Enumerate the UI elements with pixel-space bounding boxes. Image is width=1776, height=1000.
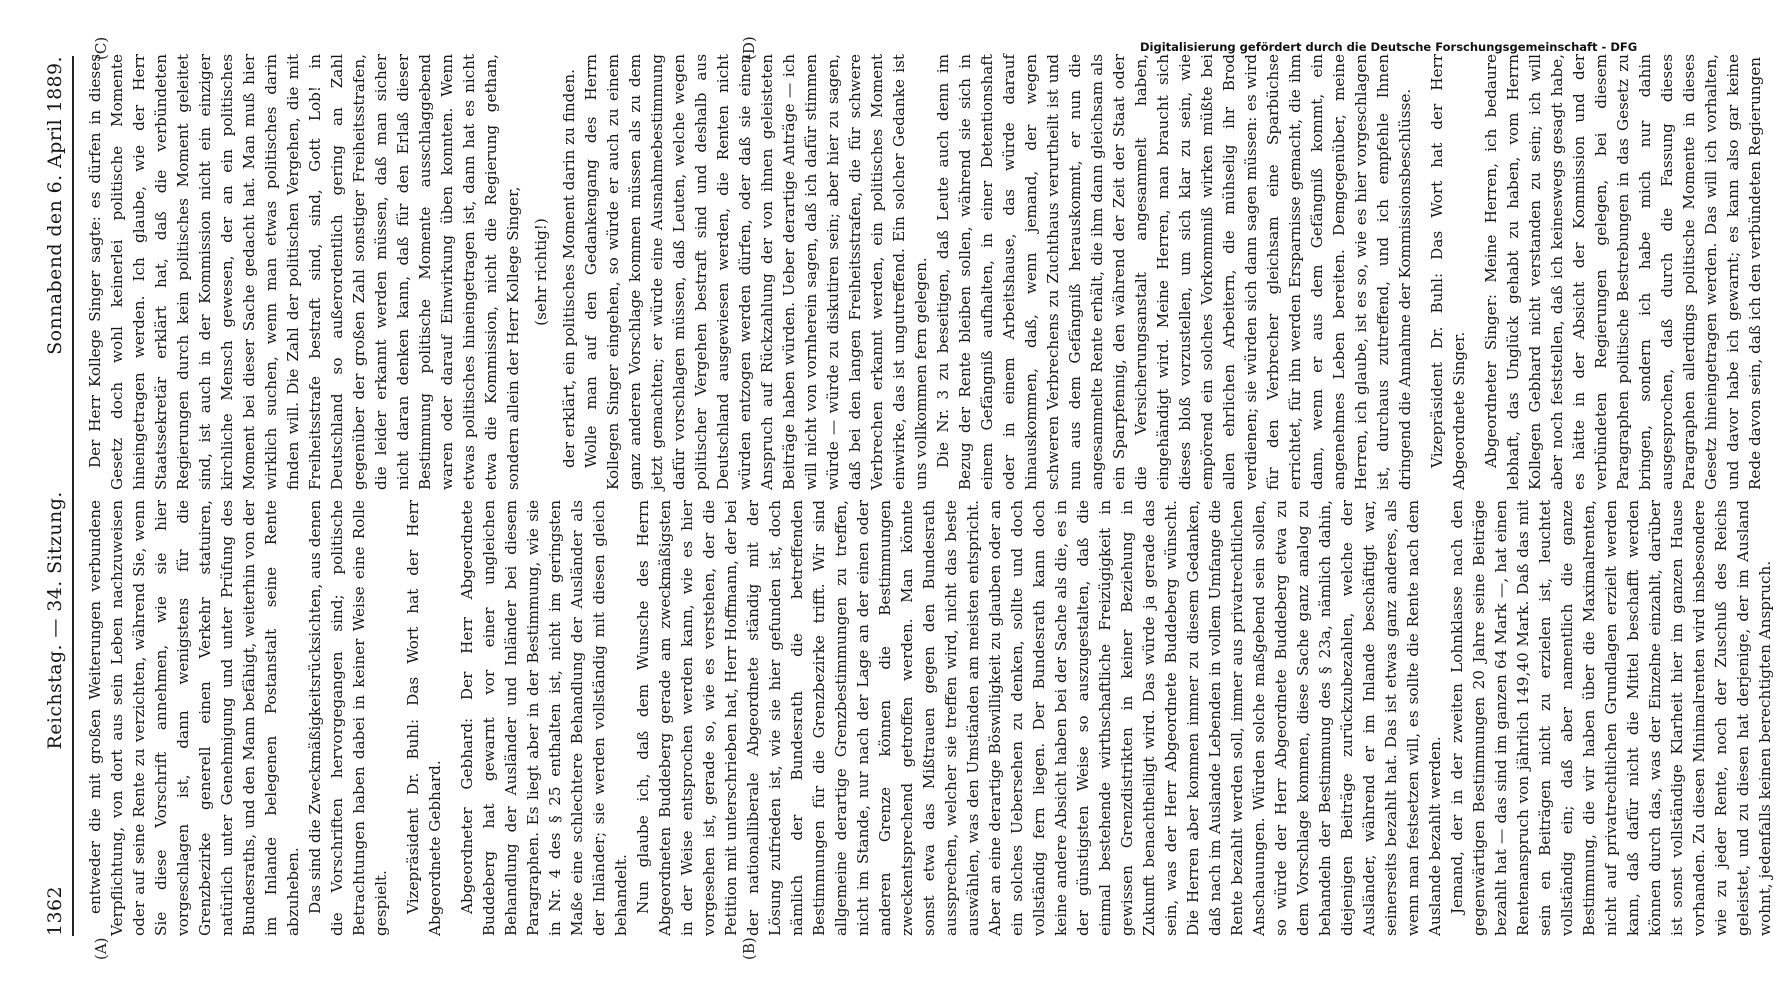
paragraph: der erklärt, ein politisches Moment darin zu finden. (560, 68, 578, 468)
right-column (84, 54, 1764, 490)
header-title: Reichstag. — 34. Sitzung. (44, 491, 66, 750)
header-date: Sonnabend den 6. April 1889. (44, 56, 66, 355)
paragraph: Jemand, der in der zweiten Lohnklasse nach den gegenwärtigen Bestimmungen 20 Jahre seine Beiträge bezahlt hat — das sind im ganzen 64 Mark —, hat einen Rentenanspruch von jährlich 149,40 Mark. Daß das mit sein en Beiträgen nicht zu erzielen ist, leuchtet vollständig ein; daß aber namentlich die ganze Bestimmung, die wir haben über die Maximalrenten, nicht auf privatrechtlichen Grundlagen erzielt werden kann, daß dafür nicht die Mittel beschafft werden können durch das, was der Einzelne einzahlt, darüber ist sonst vollständige Klarheit hier im ganzen Hause vorhanden. Zu diesen Minimalrenten wird insbesondere wie zu jeder Rente, noch der Zuschuß des Reichs geleistet, und zu diesen hat derjenige, der im Ausland wohnt, jedenfalls keinen berechtigten Anspruch. (1448, 500, 1774, 936)
margin-mark-d: (D) (740, 36, 758, 60)
digitization-credit: Digitalisierung gefördert durch die Deutsche Forschungsgemeinschaft - DFG (1140, 40, 1638, 54)
speaker-paragraph: Vizepräsident Dr. Buhl: Das Wort hat der Herr Abgeordnete Gebhard. (404, 500, 444, 936)
page-number: 1362 (44, 886, 66, 936)
speaker-paragraph: Abgeordneter Singer: Meine Herren, ich bedaure lebhaft, das Unglück gehabt zu haben, vom Herrn Kollegen Gebhard nicht verstanden zu sein; ich will aber noch feststellen, daß ich keineswegs gesagt habe, es hätte in der Absicht der Kommission und der verbündeten Regierungen gelegen, bei diesem Paragraphen politische Bestrebungen in das Gesetz zu bringen, sondern ich habe mich nur dahin ausgesprochen, daß durch die Fassung dieses Paragraphen allerdings politische Momente in dieses Gesetz hineingetragen werden. Das will ich vorhalten, und davor habe ich gewarnt; es kann also gar keine Rede davon sein, daß ich den verbündeten Regierungen (1482, 54, 1764, 490)
paragraph: Der Herr Kollege Singer sagte: es dürfen in dieses Gesetz doch wohl keinerlei politische Momente hineingetragen werden. Ich glaube, wie der Herr Staatssekretär erklärt hat, daß die verbündeten Regierungen durch kein politisches Moment geleitet sind, ist auch in der Kommission nicht ein einziger kirchliche Mensch gewesen, der an ein politisches Moment bei dieser Sache gedacht hat. Man muß hier wirklich suchen, wenn man etwas politisches darin finden will. Die Zahl der politischen Vergehen, die mit Freiheitsstrafe bestraft sind, sind, Gott Lob! in Deutschland so außerordentlich gering an Zahl gegenüber der großen Zahl sonstiger Freiheitsstrafen, die leider erkannt werden müssen, daß man sicher nicht daran denken kann, daß für den Erlaß dieser Bestimmung politische Momente ausschlaggebend waren oder darauf Einwirkung üben konnten. Wenn etwas politisches hineingetragen ist, dann hat es nicht etwa die Kommission, nicht die Regierung gethan, sondern allein der Herr Kollege Singer, (86, 54, 522, 490)
page-header (14, 56, 74, 936)
left-column (84, 500, 1774, 936)
interjection: (sehr richtig!) (532, 218, 550, 326)
paragraph: Das sind die Zweckmäßigkeitsrücksichten, aus denen die Vorschriften hervorgegangen sind; politische Betrachtungen haben dabei in keiner Weise eine Rolle gespielt. (306, 500, 390, 936)
speaker-paragraph: Vizepräsident Dr. Buhl: Das Wort hat der Herr Abgeordnete Singer. (1428, 54, 1468, 490)
margin-mark-b: (B) (740, 937, 758, 960)
paragraph: Wolle man auf den Gedankengang des Herrn Kollegen Singer eingehen, so würde er auch zu einem ganz anderen Vorschlage kommen müssen als zu dem jetzt gemachten; er würde eine Ausnahmebestimmung dafür vorschlagen müssen, daß Leuten, welche wegen politischer Vergehen bestraft sind und deshalb aus Deutschland ausgewiesen werden, die Renten nicht würden entzogen werden dürfen, oder daß sie einen Anspruch auf Rückzahlung der von ihnen geleisteten Beiträge haben würden. Ueber derartige Anträge — ich will nicht von vornherein sagen, daß ich dafür stimmen würde — würde zu diskutiren sein; aber hier zu sagen, daß bei den langen Freiheitsstrafen, die für schwere Verbrechen erkannt werden, ein politisches Moment einwirke, das ist ungutreffend. Ein solcher Gedanke ist uns vollkommen fern gelegen. (582, 54, 930, 490)
speaker-paragraph: Abgeordneter Gebhard: Der Herr Abgeordnete Buddeberg hat gewarnt vor einer ungleichen Behandlung der Ausländer und Inländer bei diesem Paragraphen. Es liegt aber in der Bestimmung, wie sie in Nr. 4 des § 25 enthalten ist, nicht im geringsten Maße eine schlechtere Behandlung der Ausländer als der Inländer; sie werden vollständig mit diesen gleich behandelt. (458, 500, 630, 936)
paragraph: Die Nr. 3 zu beseitigen, daß Leute auch denn im Bezug der Rente bleiben sollen, während sie sich in einem Gefängniß aufhalten, in einer Detentionshaft oder in einem Arbeitshause, das würde darauf hinauskommen, daß, wenn jemand, der wegen schweren Verbrechens zu Zuchthaus verurtheilt ist und nun aus dem Gefängniß herauskommt, er nun die angesammelte Rente erhält, die ihm dann gleichsam als ein Sparpfennig, den während der Zeit der Staat oder die Versicherungsanstalt angesammelt haben, eingehändigt wird. Meine Herren, man braucht sich dieses bloß vorzustellen, um sich klar zu sein, wie empörend ein solches Vorkommniß wirken müßte bei allen ehrlichen Arbeitern, die mühselig ihr Brod verdienen; sie würden sich dann sagen müssen: es wird für den Verbrecher gleichsam eine Sparbüchse errichtet, für ihn werden Ersparnisse gemacht, die ihm dann, wenn er aus dem Gefängniß kommt, ein angenehmes Leben bereiten. Demgegenüber, meine Herren, ich glaube, ist es so, wie es hier vorgeschlagen ist, durchaus zutreffend, und ich empfehle Ihnen dringend die Annahme der Kommissionsbeschlüsse. (934, 54, 1414, 490)
paragraph: entweder die mit großen Weiterungen verbundene Verpflichtung, von dort aus sein Leben nachzuweisen oder auf seine Rente zu verzichten, während Sie, wenn Sie diese Vorschrift annehmen, wie sie hier vorgeschlagen ist, dann wenigstens für die Grenzbezirke generell einen Verkehr statuiren, natürlich unter Genehmigung und unter Prüfung des Bundesraths, und den Mann befähigt, weiterhin von der im Inlande belegenen Postanstalt seine Rente abzuheben. (86, 500, 302, 936)
margin-mark-c: (C) (92, 36, 110, 60)
margin-mark-a: (A) (92, 937, 110, 960)
paragraph: Nun glaube ich, daß dem Wunsche des Herrn Abgeordneten Buddeberg gerade am zweckmäßigsten in der Weise entsprochen werden kann, wie es hier vorgesehen ist, gerade so, wie es verstehen, der die Petition mit unterschrieben hat, Herr Hoffmann, der bei der nationalliberale Abgeordnete ständig mit der Lösung zufrieden ist, wie sie hier gefunden ist, doch nämlich der Bundesrath die betreffenden Bestimmungen für die Grenzbezirke trifft. Wir sind allgemeine derartige Grenzbestimmungen zu treffen, nicht im Stande, nur nach der Lage an der einen oder anderen Grenze können die Bestimmungen zweckentsprechend getroffen werden. Man könnte sonst etwa das Mißtrauen gegen den Bundesrath aussprechen, welcher sie treffen wird, nicht das beste auswählen, was den Umständen am meisten entspricht. Aber an eine derartige Böswilligkeit zu glauben oder an ein solches Uebersehen zu denken, sollte und doch vollständig fern liegen. Der Bundesrath kann doch keine andere Absicht haben bei der Sache als die, es in der günstigsten Weise so auszugestalten, daß die einmal bestehende wirthschaftliche Freizügigkeit in gewissen Grenzdistrikten in keiner Beziehung in Zukunft benachtheiligt wird. Das würde ja gerade das sein, was der Herr Abgeordnete Buddeberg wünscht. Die Herren aber kommen immer zu diesem Gedanken, daß nach im Auslande Lebenden in vollem Umfange die Rente bezahlt werden soll, immer aus privatrechtlichen Anschauungen. Würden solche maßgebend sein sollen, so würde der Herr Abgeordnete Buddeberg etwa zu dem Vorschlage kommen, diese Sache ganz analog zu behandeln der Bestimmung des § 23a, nämlich dahin, diejenigen Beiträge zurückzubezahlen, welche der Ausländer, während er im Inlande beschäftigt war, seinerseits bezahlt hat. Das ist etwas ganz anderes, als wenn man festsetzen will, es sollte die Rente nach dem Auslande bezahlt werden. (634, 500, 1444, 936)
